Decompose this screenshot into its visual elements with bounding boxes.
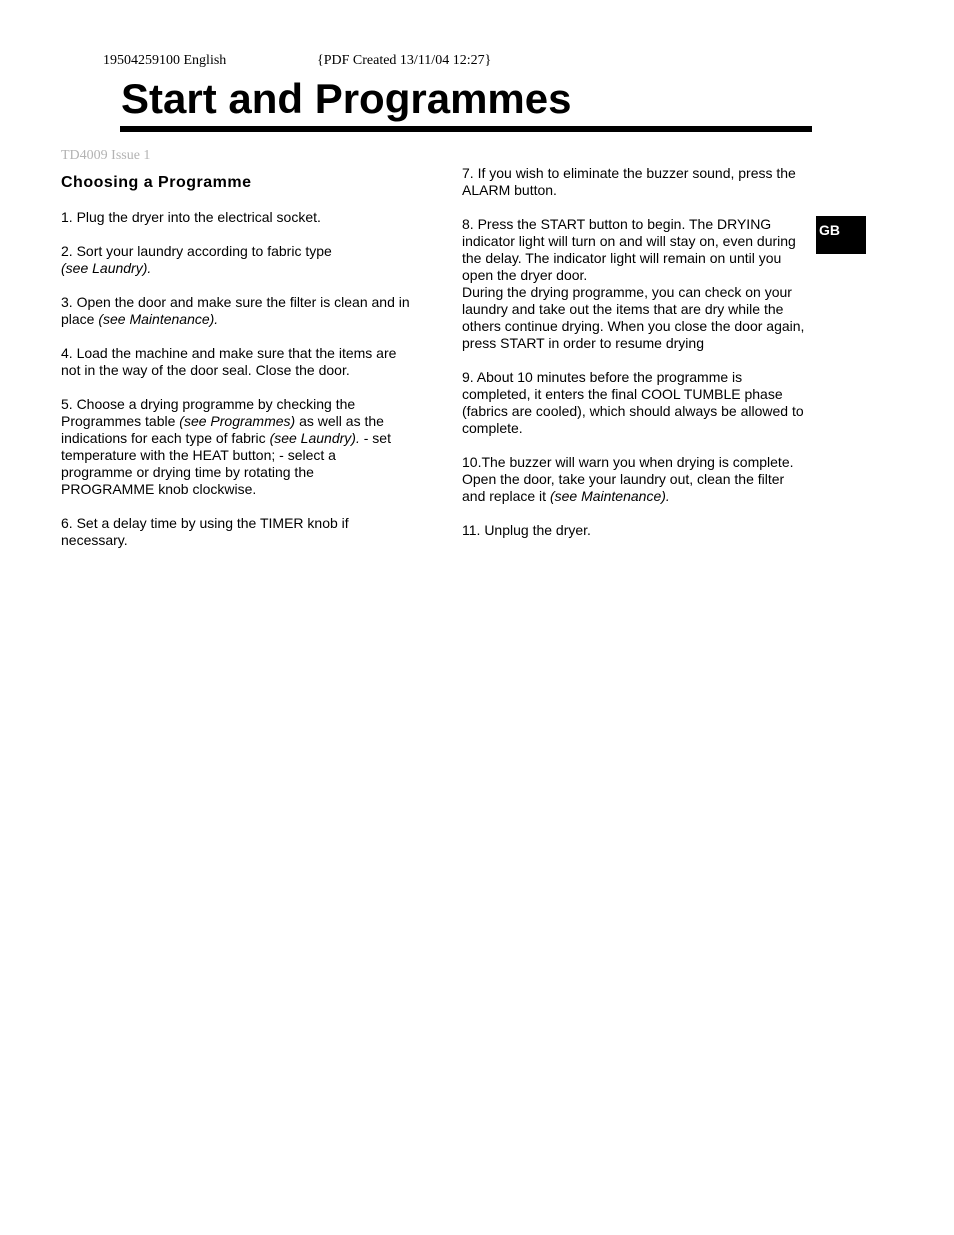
step-1	[61, 209, 411, 226]
page-title: Start and Programmes	[121, 75, 572, 122]
step-9	[462, 369, 810, 437]
step-text: 9. About 10 minutes before the programme is completed, it enters the final COOL TUMBLE phase (fabrics are cooled), which should always be allowed to complete.	[462, 369, 804, 436]
step-2	[61, 243, 411, 277]
step-text: 11. Unplug the dryer.	[462, 522, 591, 538]
language-tab	[816, 216, 866, 254]
step-text: 7. If you wish to eliminate the buzzer sound, press the ALARM button.	[462, 165, 796, 198]
step-text: 10.The buzzer will warn you when drying is complete. Open the door, take your laundry out, clean the filter and replace it	[462, 454, 794, 504]
step-4	[61, 345, 411, 379]
step-6	[61, 515, 411, 549]
section-heading: Choosing a Programme	[61, 174, 252, 191]
step-5	[61, 396, 411, 498]
step-text: 4. Load the machine and make sure that the items are not in the way of the door seal. Close the door.	[61, 345, 397, 378]
step-text: 1. Plug the dryer into the electrical socket.	[61, 209, 321, 225]
right-column	[462, 165, 810, 556]
issue-label: TD4009 Issue 1	[61, 148, 151, 163]
step-11	[462, 522, 810, 539]
step-text: 5. Choose a drying programme by checking the Programmes table	[61, 396, 356, 429]
step-text: During the drying programme, you can check on your laundry and take out the items that are dry while the others continue drying. When you close the door again, press START in order to resume drying	[462, 284, 805, 351]
left-column	[61, 173, 411, 566]
document-id: 19504259100 English	[103, 53, 227, 68]
step-3	[61, 294, 411, 328]
language-tab-label: GB	[819, 222, 840, 238]
cross-reference: (see Maintenance).	[549, 488, 670, 504]
step-10	[462, 454, 810, 505]
step-text: - set temperature with the HEAT button; - select a programme or drying time by rotating the PROGRAMME knob clockwise.	[61, 430, 391, 497]
cross-reference: (see Programmes)	[179, 413, 296, 429]
step-text: 3. Open the door and make sure the filter is clean and in place	[61, 294, 410, 327]
cross-reference: (see Laundry).	[61, 260, 152, 276]
step-text: 8. Press the START button to begin. The DRYING indicator light will turn on and will stay on, even during the delay. The indicator light will remain on until you open the dryer door.	[462, 216, 796, 283]
title-underline-rule	[120, 126, 812, 132]
cross-reference: (see Maintenance).	[98, 311, 219, 327]
step-text: 6. Set a delay time by using the TIMER knob if necessary.	[61, 515, 349, 548]
step-8	[462, 216, 810, 352]
step-text: as well as the indications for each type of fabric	[61, 413, 384, 446]
pdf-created-stamp: {PDF Created 13/11/04 12:27}	[317, 53, 492, 68]
step-text: 2. Sort your laundry according to fabric type	[61, 243, 332, 259]
step-7	[462, 165, 810, 199]
cross-reference: (see Laundry).	[269, 430, 360, 446]
